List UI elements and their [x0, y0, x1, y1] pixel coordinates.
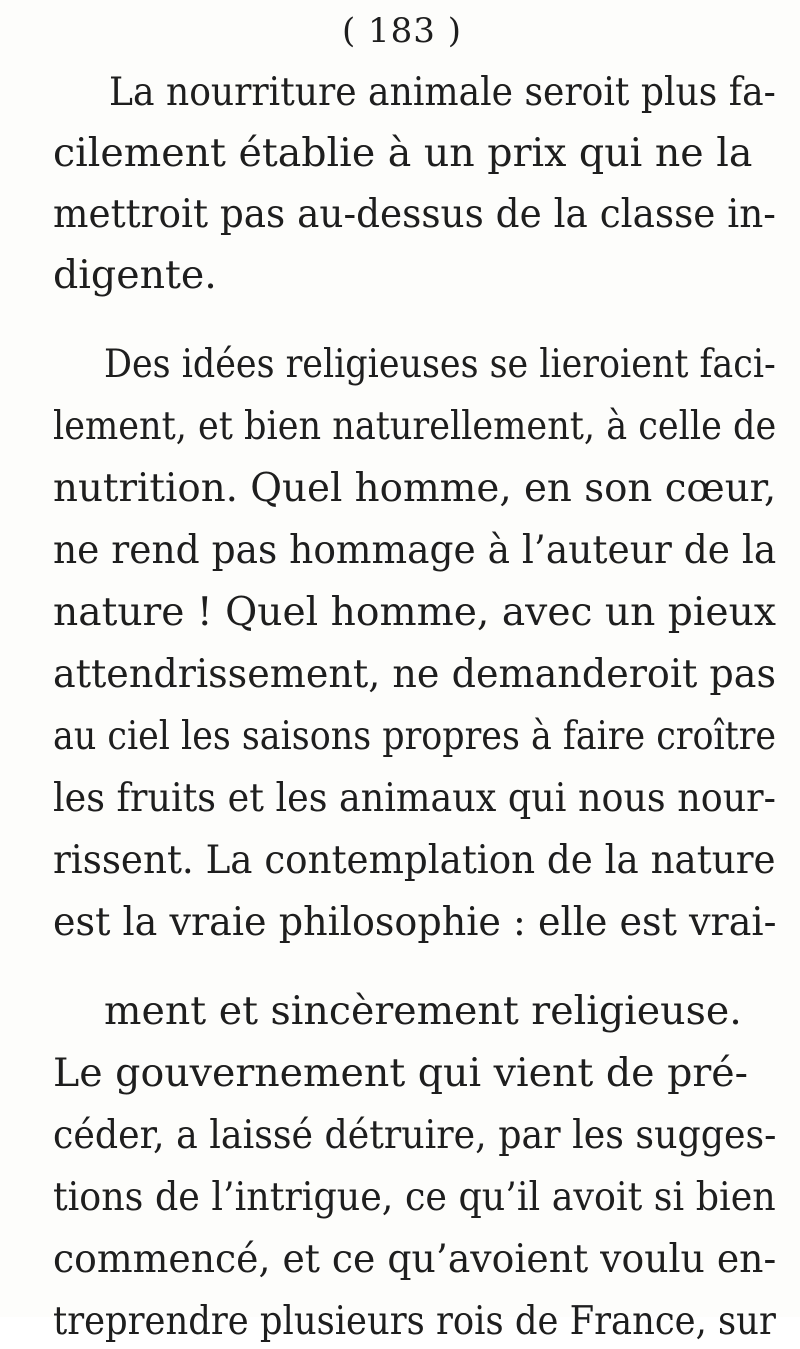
- page-number: ( 183 ): [341, 11, 463, 51]
- text-line: mettroit pas au-dessus de la classe in-: [53, 191, 776, 237]
- text-line: au ciel les saisons propres à faire croître: [53, 713, 777, 759]
- text-line: céder, a laissé détruire, par les sugges-: [53, 1112, 777, 1158]
- text-line: ne rend pas hommage à l’auteur de la: [53, 527, 777, 573]
- text-line: digente.: [53, 252, 217, 298]
- text-line: lement, et bien naturellement, à celle de: [53, 403, 777, 449]
- text-line: nutrition. Quel homme, en son cœur,: [53, 465, 777, 511]
- text-line: tions de l’intrigue, ce qu’il avoit si bien: [53, 1174, 776, 1220]
- text-line: rissent. La contemplation de la nature: [53, 837, 776, 883]
- text-line: La nourriture animale seroit plus fa-: [109, 69, 776, 115]
- text-line: treprendre plusieurs rois de France, sur: [53, 1298, 776, 1344]
- text-line: les fruits et les animaux qui nous nour-: [53, 775, 776, 821]
- text-line: ment et sincèrement religieuse.: [104, 988, 742, 1034]
- text-line: Le gouvernement qui vient de pré-: [53, 1050, 748, 1096]
- text-line: Des idées religieuses se lieroient faci-: [104, 341, 776, 387]
- text-line: commencé, et ce qu’avoient voulu en-: [53, 1236, 777, 1282]
- text-line: attendrissement, ne demanderoit pas: [53, 651, 777, 697]
- text-line: est la vraie philosophie : elle est vrai-: [53, 899, 777, 945]
- text-line: nature ! Quel homme, avec un pieux: [53, 589, 776, 635]
- text-line: cilement établie à un prix qui ne la: [53, 130, 753, 176]
